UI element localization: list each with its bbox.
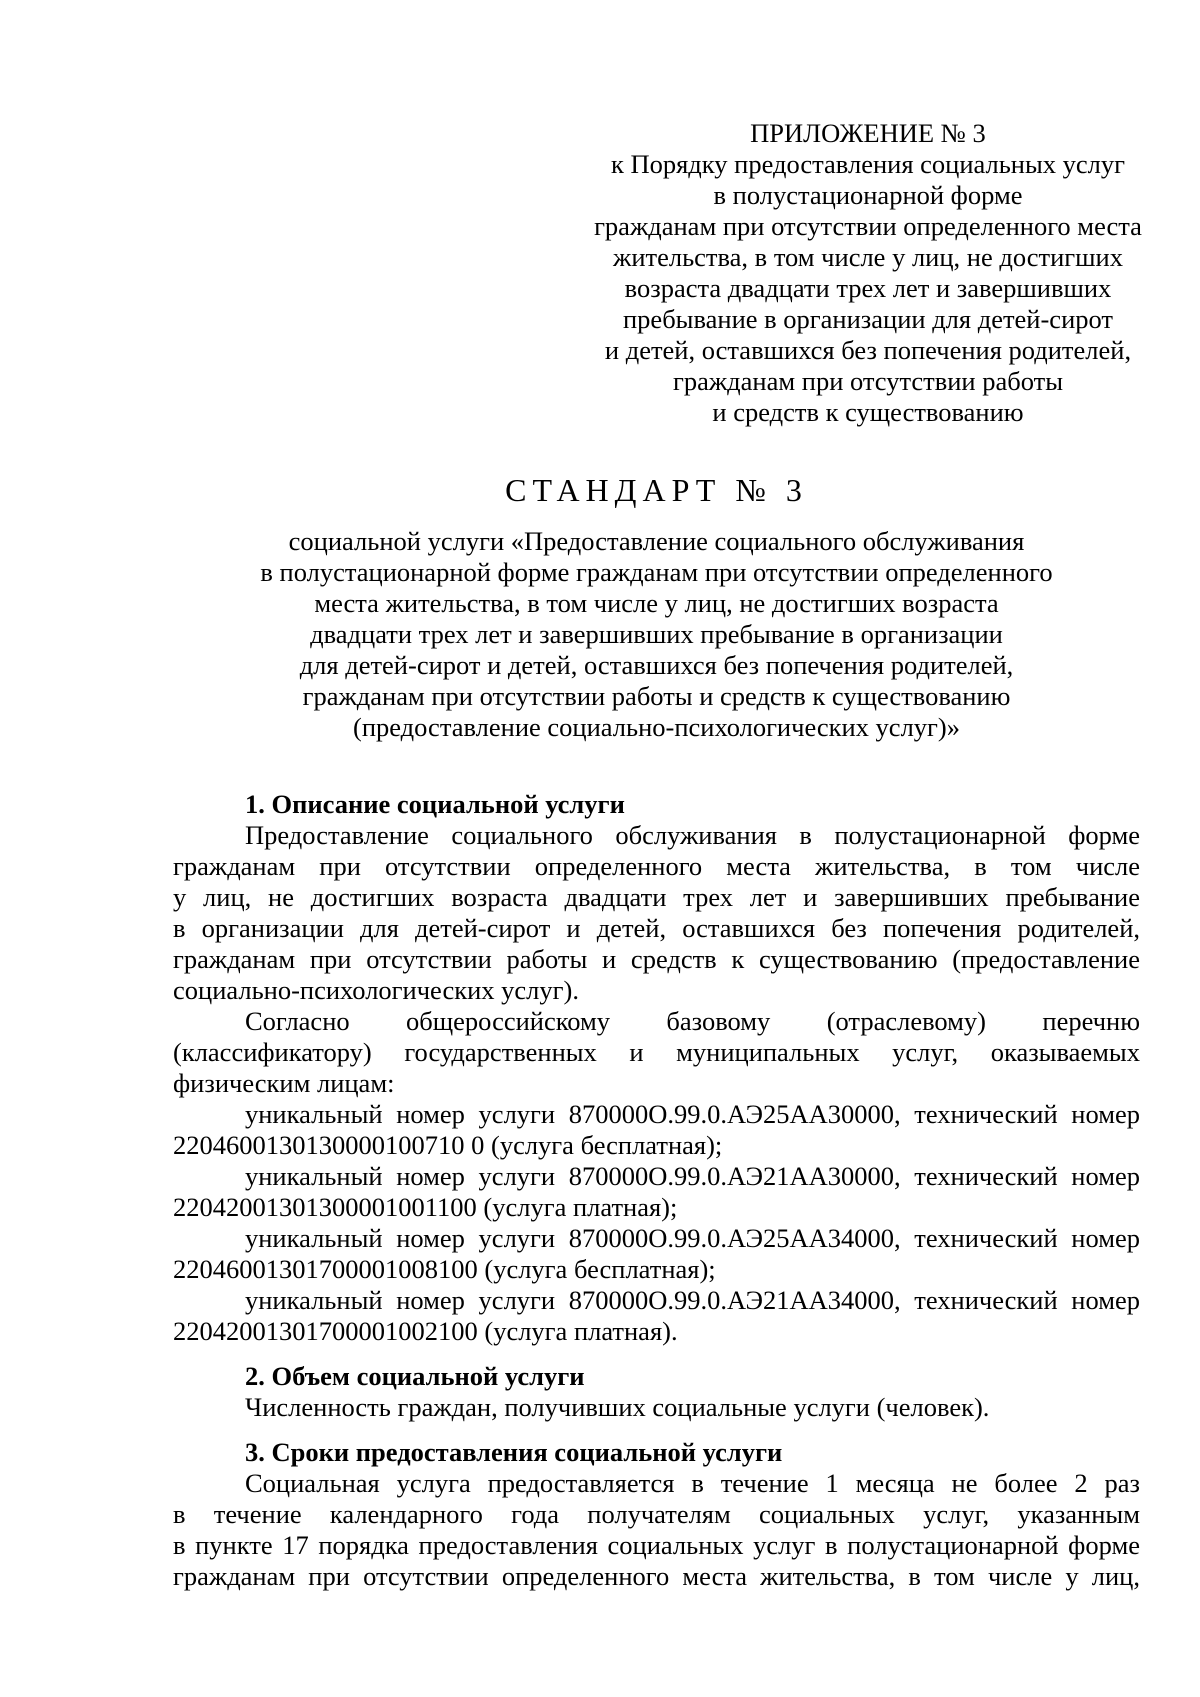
text-line: 2204600130130000100710 0 (услуга бесплатная); — [173, 1130, 723, 1160]
service-code-entry — [173, 1099, 1140, 1161]
section-terms — [173, 1437, 1140, 1592]
section-heading: 1. Описание социальной услуги — [245, 789, 625, 819]
appendix-line: в полустационарной форме — [713, 180, 1023, 210]
text-line: 22042001301700001002100 (услуга платная). — [173, 1316, 678, 1346]
paragraph — [173, 820, 1140, 1006]
appendix-header — [578, 118, 1158, 428]
section-description — [173, 789, 1140, 1347]
subtitle-line: в полустационарной форме гражданам при отсутствии определенного — [260, 557, 1053, 587]
text-line: 22042001301300001001100 (услуга платная); — [173, 1192, 678, 1222]
appendix-line: жительства, в том числе у лиц, не достигших — [613, 242, 1123, 272]
text-line: Согласно общероссийскому базовому (отраслевому) перечню — [245, 1006, 1140, 1036]
text-line: физическим лицам: — [173, 1068, 395, 1098]
appendix-line: пребывание в организации для детей-сирот — [623, 304, 1113, 334]
appendix-line: гражданам при отсутствии определенного места — [594, 211, 1142, 241]
standard-subtitle — [173, 526, 1140, 743]
subtitle-line: двадцати трех лет и завершивших пребывание в организации — [310, 619, 1003, 649]
appendix-line: к Порядку предоставления социальных услуг — [610, 149, 1126, 179]
text-line: у лиц, не достигших возраста двадцати трех лет и завершивших пребывание — [173, 882, 1140, 912]
service-code-entry — [173, 1223, 1140, 1285]
section-heading: 2. Объем социальной услуги — [245, 1361, 585, 1391]
paragraph — [173, 1006, 1140, 1099]
text-line: Социальная услуга предоставляется в течение 1 месяца не более 2 раз — [245, 1468, 1140, 1498]
paragraph — [173, 1468, 1140, 1592]
text-line: уникальный номер услуги 870000О.99.0.АЭ21АА34000, технический номер — [245, 1285, 1140, 1315]
text-line: в организации для детей-сирот и детей, оставшихся без попечения родителей, — [173, 913, 1140, 943]
text-line: социально-психологических услуг). — [173, 975, 579, 1005]
text-line: уникальный номер услуги 870000О.99.0.АЭ25АА34000, технический номер — [245, 1223, 1140, 1253]
text-line: в пункте 17 порядка предоставления социальных услуг в полустационарной форме — [173, 1530, 1140, 1560]
appendix-line: возраста двадцати трех лет и завершивших — [624, 273, 1112, 303]
appendix-title: ПРИЛОЖЕНИЕ № 3 — [750, 118, 986, 148]
section-volume — [173, 1361, 1140, 1423]
text-line: 22046001301700001008100 (услуга бесплатная); — [173, 1254, 716, 1284]
subtitle-line: социальной услуги «Предоставление социального обслуживания — [288, 526, 1025, 556]
subtitle-line: (предоставление социально-психологических услуг)» — [353, 712, 960, 742]
section-heading: 3. Сроки предоставления социальной услуги — [245, 1437, 783, 1467]
text-line: гражданам при отсутствии работы и средств к существованию (предоставление — [173, 944, 1140, 974]
text-line: уникальный номер услуги 870000О.99.0.АЭ25АА30000, технический номер — [245, 1099, 1140, 1129]
appendix-line: гражданам при отсутствии работы — [672, 366, 1063, 396]
subtitle-line: гражданам при отсутствии работы и средств к существованию — [302, 681, 1011, 711]
service-code-entry — [173, 1161, 1140, 1223]
text-line: в течение календарного года получателям социальных услуг, указанным — [173, 1499, 1140, 1529]
text-line: гражданам при отсутствии определенного места жительства, в том числе — [173, 851, 1140, 881]
subtitle-line: места жительства, в том числе у лиц, не достигших возраста — [314, 588, 999, 618]
appendix-line: и средств к существованию — [712, 397, 1024, 427]
text-line: гражданам при отсутствии определенного места жительства, в том числе у лиц, — [173, 1561, 1140, 1591]
paragraph — [173, 1392, 1140, 1423]
text-line: Предоставление социального обслуживания в полустационарной форме — [245, 820, 1140, 850]
text-line: уникальный номер услуги 870000О.99.0.АЭ21АА30000, технический номер — [245, 1161, 1140, 1191]
standard-title: СТАНДАРТ № 3 — [505, 472, 808, 508]
appendix-line: и детей, оставшихся без попечения родителей, — [604, 335, 1132, 365]
subtitle-line: для детей-сирот и детей, оставшихся без попечения родителей, — [299, 650, 1014, 680]
text-line: Численность граждан, получивших социальные услуги (человек). — [245, 1392, 990, 1422]
service-code-entry — [173, 1285, 1140, 1347]
text-line: (классификатору) государственных и муниципальных услуг, оказываемых — [173, 1037, 1140, 1067]
